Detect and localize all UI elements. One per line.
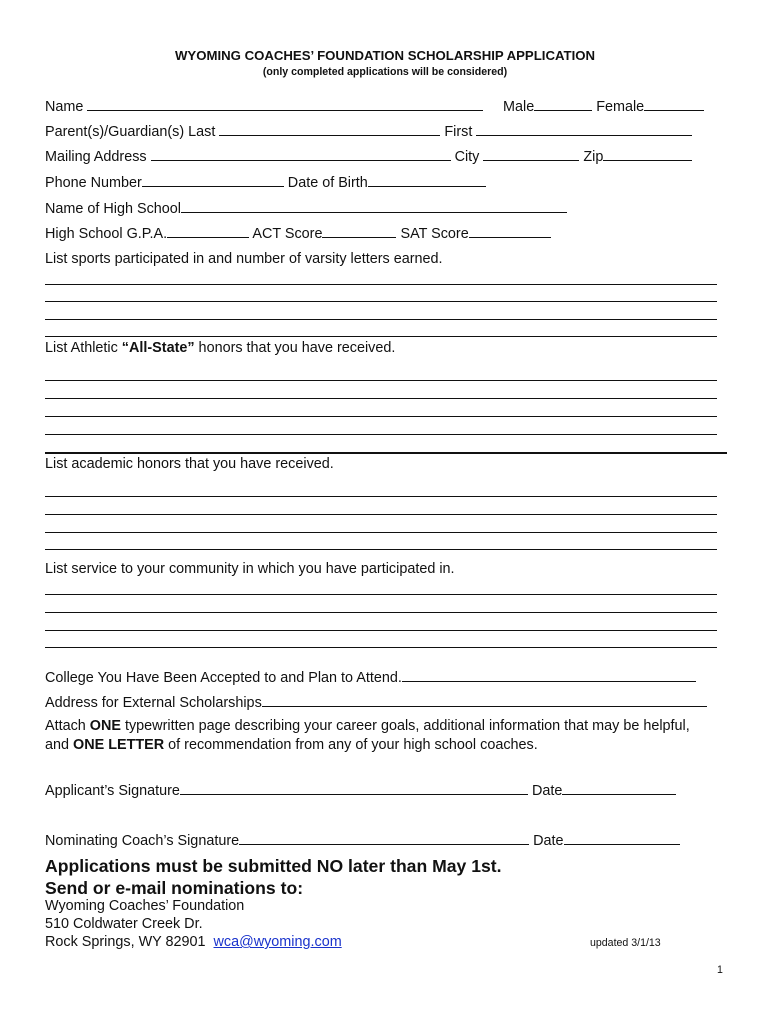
applicant-date-label: Date bbox=[531, 783, 563, 799]
coach-date-field[interactable] bbox=[564, 831, 680, 845]
first-label: First bbox=[444, 124, 473, 140]
community-service-label: List service to your community in which you have participated in. bbox=[45, 561, 455, 577]
academic-line-2[interactable] bbox=[45, 514, 717, 515]
page-number: 1 bbox=[717, 964, 723, 976]
applicant-signature-field[interactable] bbox=[180, 781, 528, 795]
page-title: WYOMING COACHES’ FOUNDATION SCHOLARSHIP APPLICATION bbox=[174, 48, 596, 63]
dob-field[interactable] bbox=[368, 173, 486, 187]
female-label: Female bbox=[596, 99, 645, 115]
phone-row bbox=[45, 173, 486, 192]
college-row bbox=[45, 668, 696, 687]
dob-label: Date of Birth bbox=[287, 175, 368, 191]
updated-date: updated 3/1/13 bbox=[590, 937, 661, 949]
sports-line-1[interactable] bbox=[45, 284, 717, 285]
college-label: College You Have Been Accepted to and Plan to Attend. bbox=[45, 670, 402, 686]
phone-field[interactable] bbox=[142, 173, 284, 187]
first-field[interactable] bbox=[476, 122, 692, 136]
academic-line-1[interactable] bbox=[45, 496, 717, 497]
high-school-field[interactable] bbox=[181, 199, 567, 213]
gender-row bbox=[503, 97, 704, 116]
name-label: Name bbox=[45, 99, 84, 115]
applicant-signature-label: Applicant’s Signature bbox=[45, 783, 180, 799]
act-label: ACT Score bbox=[252, 226, 323, 242]
athletic-line-1[interactable] bbox=[45, 380, 717, 381]
mailing-row bbox=[45, 147, 692, 166]
high-school-label: Name of High School bbox=[45, 201, 181, 217]
applicant-signature-row bbox=[45, 781, 676, 800]
female-field[interactable] bbox=[644, 97, 704, 111]
section-divider bbox=[45, 452, 727, 454]
email-link[interactable]: wca@wyoming.com bbox=[213, 934, 342, 950]
athletic-line-4[interactable] bbox=[45, 434, 717, 435]
service-line-3[interactable] bbox=[45, 630, 717, 631]
service-line-1[interactable] bbox=[45, 594, 717, 595]
service-line-2[interactable] bbox=[45, 612, 717, 613]
service-line-4[interactable] bbox=[45, 647, 717, 648]
mailing-address-label: Mailing Address bbox=[45, 149, 147, 165]
coach-signature-row bbox=[45, 831, 680, 850]
sat-field[interactable] bbox=[469, 224, 551, 238]
male-field[interactable] bbox=[534, 97, 592, 111]
coach-date-label: Date bbox=[533, 833, 564, 849]
send-instructions: Send or e-mail nominations to: bbox=[45, 878, 304, 898]
sports-line-2[interactable] bbox=[45, 301, 717, 302]
athletic-honors-label: List Athletic “All-State” honors that you have received. bbox=[45, 340, 396, 356]
name-field[interactable] bbox=[87, 97, 483, 111]
mailing-address-field[interactable] bbox=[151, 147, 451, 161]
high-school-row bbox=[45, 199, 567, 218]
city-field[interactable] bbox=[483, 147, 579, 161]
academic-line-3[interactable] bbox=[45, 532, 717, 533]
sports-line-3[interactable] bbox=[45, 319, 717, 320]
gpa-field[interactable] bbox=[167, 224, 249, 238]
zip-label: Zip bbox=[583, 149, 604, 165]
gpa-label: High School G.P.A. bbox=[45, 226, 168, 242]
parent-last-field[interactable] bbox=[219, 122, 440, 136]
coach-signature-field[interactable] bbox=[239, 831, 529, 845]
external-scholarships-field[interactable] bbox=[262, 693, 707, 707]
college-field[interactable] bbox=[402, 668, 696, 682]
athletic-line-2[interactable] bbox=[45, 398, 717, 399]
athletic-line-3[interactable] bbox=[45, 416, 717, 417]
parent-row bbox=[45, 122, 692, 141]
sat-label: SAT Score bbox=[400, 226, 469, 242]
parent-last-label: Parent(s)/Guardian(s) Last bbox=[45, 124, 216, 140]
academic-line-4[interactable] bbox=[45, 549, 717, 550]
phone-label: Phone Number bbox=[45, 175, 142, 191]
attach-instructions-line1: Attach ONE typewritten page describing your career goals, additional information that may be helpful, bbox=[45, 718, 690, 734]
external-scholarships-label: Address for External Scholarships bbox=[45, 695, 262, 711]
address-city-row bbox=[45, 934, 342, 951]
academic-honors-label: List academic honors that you have received. bbox=[45, 456, 334, 472]
act-field[interactable] bbox=[322, 224, 396, 238]
city-label: City bbox=[454, 149, 480, 165]
sports-line-4[interactable] bbox=[45, 336, 717, 337]
name-row bbox=[45, 97, 483, 116]
external-row bbox=[45, 693, 707, 712]
zip-field[interactable] bbox=[603, 147, 692, 161]
coach-signature-label: Nominating Coach’s Signature bbox=[45, 833, 240, 849]
scores-row bbox=[45, 224, 551, 243]
attach-instructions-line2: and ONE LETTER of recommendation from any of your high school coaches. bbox=[45, 737, 538, 753]
male-label: Male bbox=[503, 99, 535, 115]
sports-label: List sports participated in and number of varsity letters earned. bbox=[45, 251, 443, 267]
page-subtitle: (only completed applications will be considered) bbox=[262, 66, 508, 78]
address-city: Rock Springs, WY 82901 bbox=[45, 934, 206, 950]
applicant-date-field[interactable] bbox=[562, 781, 676, 795]
deadline-notice: Applications must be submitted NO later than May 1st. bbox=[45, 856, 502, 876]
address-org: Wyoming Coaches’ Foundation bbox=[45, 898, 245, 914]
address-street: 510 Coldwater Creek Dr. bbox=[45, 916, 203, 932]
